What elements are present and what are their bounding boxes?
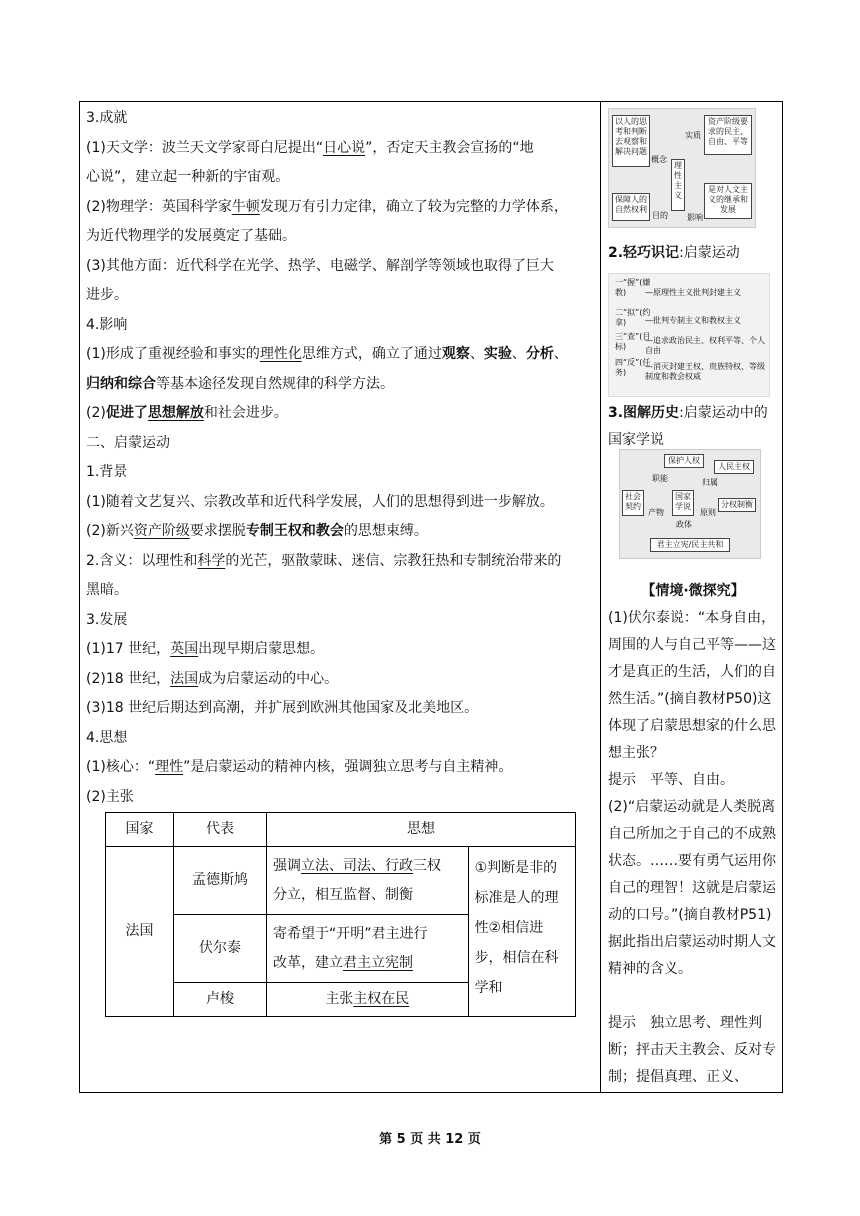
s3-p3-cont: 进步。 [86, 287, 128, 303]
mnemonic-value: —批判专制主义和教权主义 [645, 316, 741, 325]
explore-title: 【情境·微探究】 [641, 583, 745, 599]
s3-title: 3.成就 [86, 110, 128, 126]
diagram-center: 理性主义 [671, 159, 685, 211]
mnemonic-value: —追求政治民主、权利平等、个人自由 [645, 336, 765, 355]
b1-p2: (2)新兴资产阶级要求摆脱专制王权和教会的思想束缚。 [86, 523, 428, 539]
mnemonic-key: 二“拟”(约拿) [615, 308, 651, 327]
mnemonic-diagram [608, 273, 770, 397]
s4-p2: (2)促进了思想解放和社会进步。 [86, 405, 288, 421]
explore-a2: 提示 独立思考、理性判断；抨击天主教会、反对专制；提倡真理、正义、 [608, 1015, 776, 1085]
table-cell: 强调立法、司法、行政三权 分立，相互监督、制衡 [267, 847, 469, 915]
explore-q2: (2)“启蒙运动就是人类脱离自己所加之于自己的不成熟状态。……要有勇气运用你自己的理智！这就是启蒙运动的口号。”(摘自教材P51)据此指出启蒙运动时期人文精神的含义。 [608, 799, 776, 977]
s3-p2: (2)物理学：英国科学家牛顿发现万有引力定律，确立了较为完整的力学体系， [86, 198, 568, 215]
mnemonic-key: 四“反”(任务) [615, 358, 651, 377]
mnemonic-value: —消灭封建王权、贵族特权、等级制度和教会权威 [645, 362, 765, 381]
b3-p3: (3)18 世纪后期达到高潮，并扩展到欧洲其他国家及北美地区。 [86, 700, 479, 716]
s4-p1-cont: 归纳和综合等基本途径发现自然规律的科学方法。 [86, 375, 394, 392]
diagram-box: 分权制衡 [718, 498, 756, 512]
side-t2: 2.轻巧识记:启蒙运动 [608, 245, 740, 261]
b2: 2.含义：以理性和科学的光芒，驱散蒙昧、迷信、宗教狂热和专制统治带来的 [86, 552, 562, 569]
s4-p1: (1)形成了重视经验和事实的理性化思维方式，确立了通过观察、实验、分析、 [86, 346, 568, 362]
table-common-cell: ①判断是非的标准是人的理性②相信进步，相信在科学和 [468, 847, 575, 1017]
mnemonic-key: 一“握”(嫌教) [615, 278, 651, 297]
diagram-box: 人民主权 [714, 460, 754, 474]
diagram-box: 保障人的自然权利 [612, 193, 650, 221]
s3-p1-cont: 心说”，建立起一种新的宇宙观。 [86, 169, 290, 185]
b3-title: 3.发展 [86, 611, 128, 628]
rationalism-diagram [608, 108, 756, 228]
diagram-box: 保护人权 [664, 454, 704, 468]
diagram-box: 君主立宪/民主共和 [650, 538, 730, 552]
b3-p1: (1)17 世纪，英国出现早期启蒙思想。 [86, 641, 325, 657]
part2-heading: 二、启蒙运动 [86, 434, 170, 451]
s4-title: 4.影响 [86, 316, 128, 333]
diagram-label: 原则 [700, 508, 716, 517]
b1-title: 1.背景 [86, 464, 128, 480]
underline-answer: 日心说 [323, 139, 366, 156]
explore-q1: (1)伏尔泰说：“本身自由，周围的人与自己平等——这才是真正的生活，人们的自然生活。”(摘自教材P50)这体现了启蒙思想家的什么思想主张？ [608, 610, 776, 761]
mnemonic-key: 三“查”(目标) [615, 332, 651, 351]
table-cell: 伏尔泰 [174, 915, 267, 983]
diagram-label: 产物 [648, 508, 664, 517]
b4-p2: (2)主张 [86, 788, 134, 805]
s3-p3: (3)其他方面：近代科学在光学、热学、电磁学、解剖学等领域也取得了巨大 [86, 257, 554, 274]
thought-table [105, 812, 576, 1017]
diagram-label: 实质 [685, 131, 701, 140]
b1-p1: (1)随着文艺复兴、宗教改革和近代科学发展，人们的思想得到进一步解放。 [86, 493, 554, 510]
mnemonic-value: —原理性主义批判封建主义 [645, 288, 741, 297]
table-cell: 主张主权在民 [267, 983, 469, 1017]
explore-a1: 提示 平等、自由。 [608, 772, 734, 788]
diagram-label: 概念 [651, 155, 667, 164]
side-t3: 3.图解历史:启蒙运动中的国家学说 [608, 405, 768, 448]
diagram-box: 以人的思考和判断去观察和解决问题 [612, 115, 650, 167]
table-header: 思想 [267, 813, 576, 847]
diagram-box: 社会契约 [622, 490, 644, 516]
diagram-box: 资产阶级要求的民主、自由、平等 [704, 115, 752, 155]
table-cell: 寄希望于“开明”君主进行 改革，建立君主立宪制 [267, 915, 469, 983]
page-footer: 第 5 页 共 12 页 [379, 1132, 481, 1147]
s3-p2-cont: 为近代物理学的发展奠定了基础。 [86, 228, 296, 244]
diagram-label: 归属 [702, 478, 718, 487]
b2-cont: 黑暗。 [86, 582, 128, 598]
table-country: 法国 [106, 847, 174, 1017]
main-content [86, 104, 594, 812]
s3-p1: (1)天文学：波兰天文学家哥白尼提出“日心说”，否定天主教会宣扬的“地 [86, 139, 534, 156]
diagram-center: 国家学说 [672, 490, 694, 516]
diagram-label: 政体 [676, 520, 692, 529]
table-header: 国家 [106, 813, 174, 847]
diagram-box: 是对人文主义的继承和发展 [704, 183, 752, 219]
table-header: 代表 [174, 813, 267, 847]
b4-p1: (1)核心：“理性”是启蒙运动的精神内核，强调独立思考与自主精神。 [86, 759, 513, 775]
diagram-label: 职能 [652, 474, 668, 483]
table-cell: 孟德斯鸠 [174, 847, 267, 915]
diagram-label: 目的 [652, 211, 668, 220]
b4-title: 4.思想 [86, 729, 128, 746]
state-theory-diagram [619, 449, 761, 559]
b3-p2: (2)18 世纪，法国成为启蒙运动的中心。 [86, 670, 339, 687]
table-cell: 卢梭 [174, 983, 267, 1017]
diagram-label: 影响 [687, 213, 703, 222]
